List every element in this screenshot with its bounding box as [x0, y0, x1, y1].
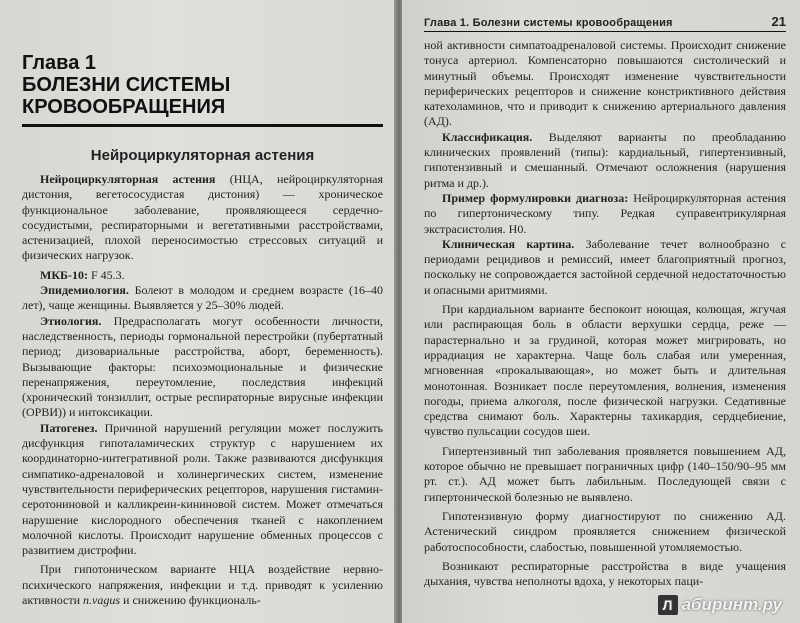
vagus-term: n.vagus — [83, 593, 121, 608]
etiology-label: Этиология. — [40, 313, 102, 328]
watermark-text: абиринт.ру — [681, 595, 782, 614]
pathogenesis-paragraph — [22, 421, 383, 559]
left-page — [0, 0, 397, 623]
mkb-code: F 45.3. — [87, 267, 125, 282]
labirint-watermark — [658, 595, 782, 615]
etiology-text: Предрасполагать могут особенности личности, наследственность, периоды гормональной перестройки (пубертатный период; дизовариальные расстройства, аборт, беременность). Вызывающие факторы: психоэмоциональные и физические перенапряжения, переутомление, последствия инфекций (хронический тонзиллит, острые респираторные вирусные инфекции (ОРВИ)) и интоксикации. — [22, 313, 383, 420]
classification-paragraph — [424, 130, 786, 191]
right-page — [402, 0, 800, 623]
cardiac-variant-paragraph: При кардиальном варианте беспокоит ноющая, колющая, жгучая или распирающая боль в области верхушки сердца, реже — парастернально и за грудиной, которая может мигрировать, но иррадиация не характерна. Чаще боль слабая или умеренная, мгновенная «прокалывающая», но может быть и длительная монотонная. Возникает после переутомления, волнения, изменения погоды, приема алкоголя, после физической нагрузки. Седативные средства снимают боль. Характерны тахикардия, сердцебиение, чувство пульсации сосудов шеи. — [424, 302, 786, 439]
diagnosis-example-text: Нейроциркуляторная астения по гипертоническому типу. Редкая суправентрикулярная экстрасистолия. Н0. — [424, 190, 787, 236]
mkb-label: МКБ-10: — [40, 267, 88, 282]
running-header — [424, 14, 786, 32]
definition-paragraph — [22, 172, 383, 264]
epidemiology-text: Болеют в молодом и среднем возрасте (16–40 лет), чаще женщины. Выявляется у 25–30% людей. — [22, 283, 383, 313]
clinical-picture-text: Заболевание течет волнообразно с периодами рецидивов и ремиссий, имеет благоприятный прогноз, поскольку не сопровождается застойной сердечной недостаточностью и опасными аритмиями. — [424, 236, 786, 297]
page-number: 21 — [771, 14, 786, 29]
epidemiology-paragraph — [22, 283, 383, 314]
pathogenesis-label: Патогенез. — [40, 420, 98, 435]
hypertensive-type-paragraph: Гипертензивный тип заболевания проявляется повышением АД, которое обычно не превышает пограничных цифр (140–150/90–95 мм рт. ст.). АД может быть лабильным. Последующей связи с гипертонической болезнью не выявлено. — [424, 443, 786, 504]
hypotonic-variant-paragraph — [22, 562, 383, 608]
epidemiology-label: Эпидемиология. — [40, 283, 129, 298]
section-title: Нейроциркуляторная астения — [90, 147, 315, 164]
hypotonic-text-a: При гипотоническом варианте НЦА воздействие нервно-психического напряжения, инфекции и т.д. приводят к усилению активности — [22, 562, 383, 608]
labirint-logo-icon: Л — [658, 595, 678, 615]
chapter-title: БОЛЕЗНИ СИСТЕМЫ КРОВООБРАЩЕНИЯ — [22, 74, 383, 127]
definition-term: Нейроциркуляторная астения — [40, 172, 216, 186]
clinical-picture-paragraph — [424, 237, 786, 298]
clinical-picture-label: Клиническая картина. — [442, 236, 575, 251]
diagnosis-example-paragraph — [424, 191, 786, 237]
continuation-paragraph: ной активности симпатоадреналовой системы. Происходит снижение тонуса артериол. Компенсаторно повышаются систолический и минутный объемы. Происходят изменение чувствительности периферических рецепторов и снижение констриктивного действия катехоламинов, что и приводит к снижению артериального давления (АД). — [424, 38, 786, 129]
hypotonic-text-b: и снижению функциональ- — [120, 593, 261, 608]
definition-text: (НЦА, нейроциркуляторная дистония, вегетососудистая дистония) — хроническое функциональное заболевание, проявляющееся сердечно-сосудистыми, респираторными и вегетативными расстройствами, астенизацией, плохой переносимостью стрессовых ситуаций и физических нагрузок. — [22, 172, 383, 263]
etiology-paragraph — [22, 314, 383, 421]
pathogenesis-text: Причиной нарушений регуляции может послужить дисфункция гипоталамических структур с нарушением их координаторно-интегративной роли. Также развиваются дисфункция симпатико-адреналовой и холинергических систем, изменение чувствительности периферических рецепторов, нарушения гистамин-серотониновой и калликреин-кининовой систем. Может отмечаться нарушение кислородного обеспечения тканей с накоплением молочной кислоты. Происходит нарушение обменных процессов с развитием дистрофии. — [22, 420, 383, 558]
chapter-label: Глава 1 — [22, 52, 97, 74]
mkb-paragraph — [22, 268, 383, 283]
hypotensive-form-paragraph: Гипотензивную форму диагностируют по снижению АД. Астенический синдром проявляется снижением физической работоспособности, слабостью, повышенной утомляемостью. — [424, 508, 786, 554]
respiratory-paragraph: Возникают респираторные расстройства в виде учащения дыхания, чувства неполноты вдоха, у некоторых паци- — [424, 558, 786, 589]
diagnosis-example-label: Пример формулировки диагноза: — [442, 190, 629, 205]
running-title: Глава 1. Болезни системы кровообращения — [424, 17, 673, 29]
classification-label: Классификация. — [442, 129, 533, 144]
classification-text: Выделяют варианты по преобладанию клинических проявлений (типы): кардиальный, гипертензивный, гипотензивный и смешанный. Отмечают осложнения (нарушения ритма и др.). — [424, 129, 786, 190]
